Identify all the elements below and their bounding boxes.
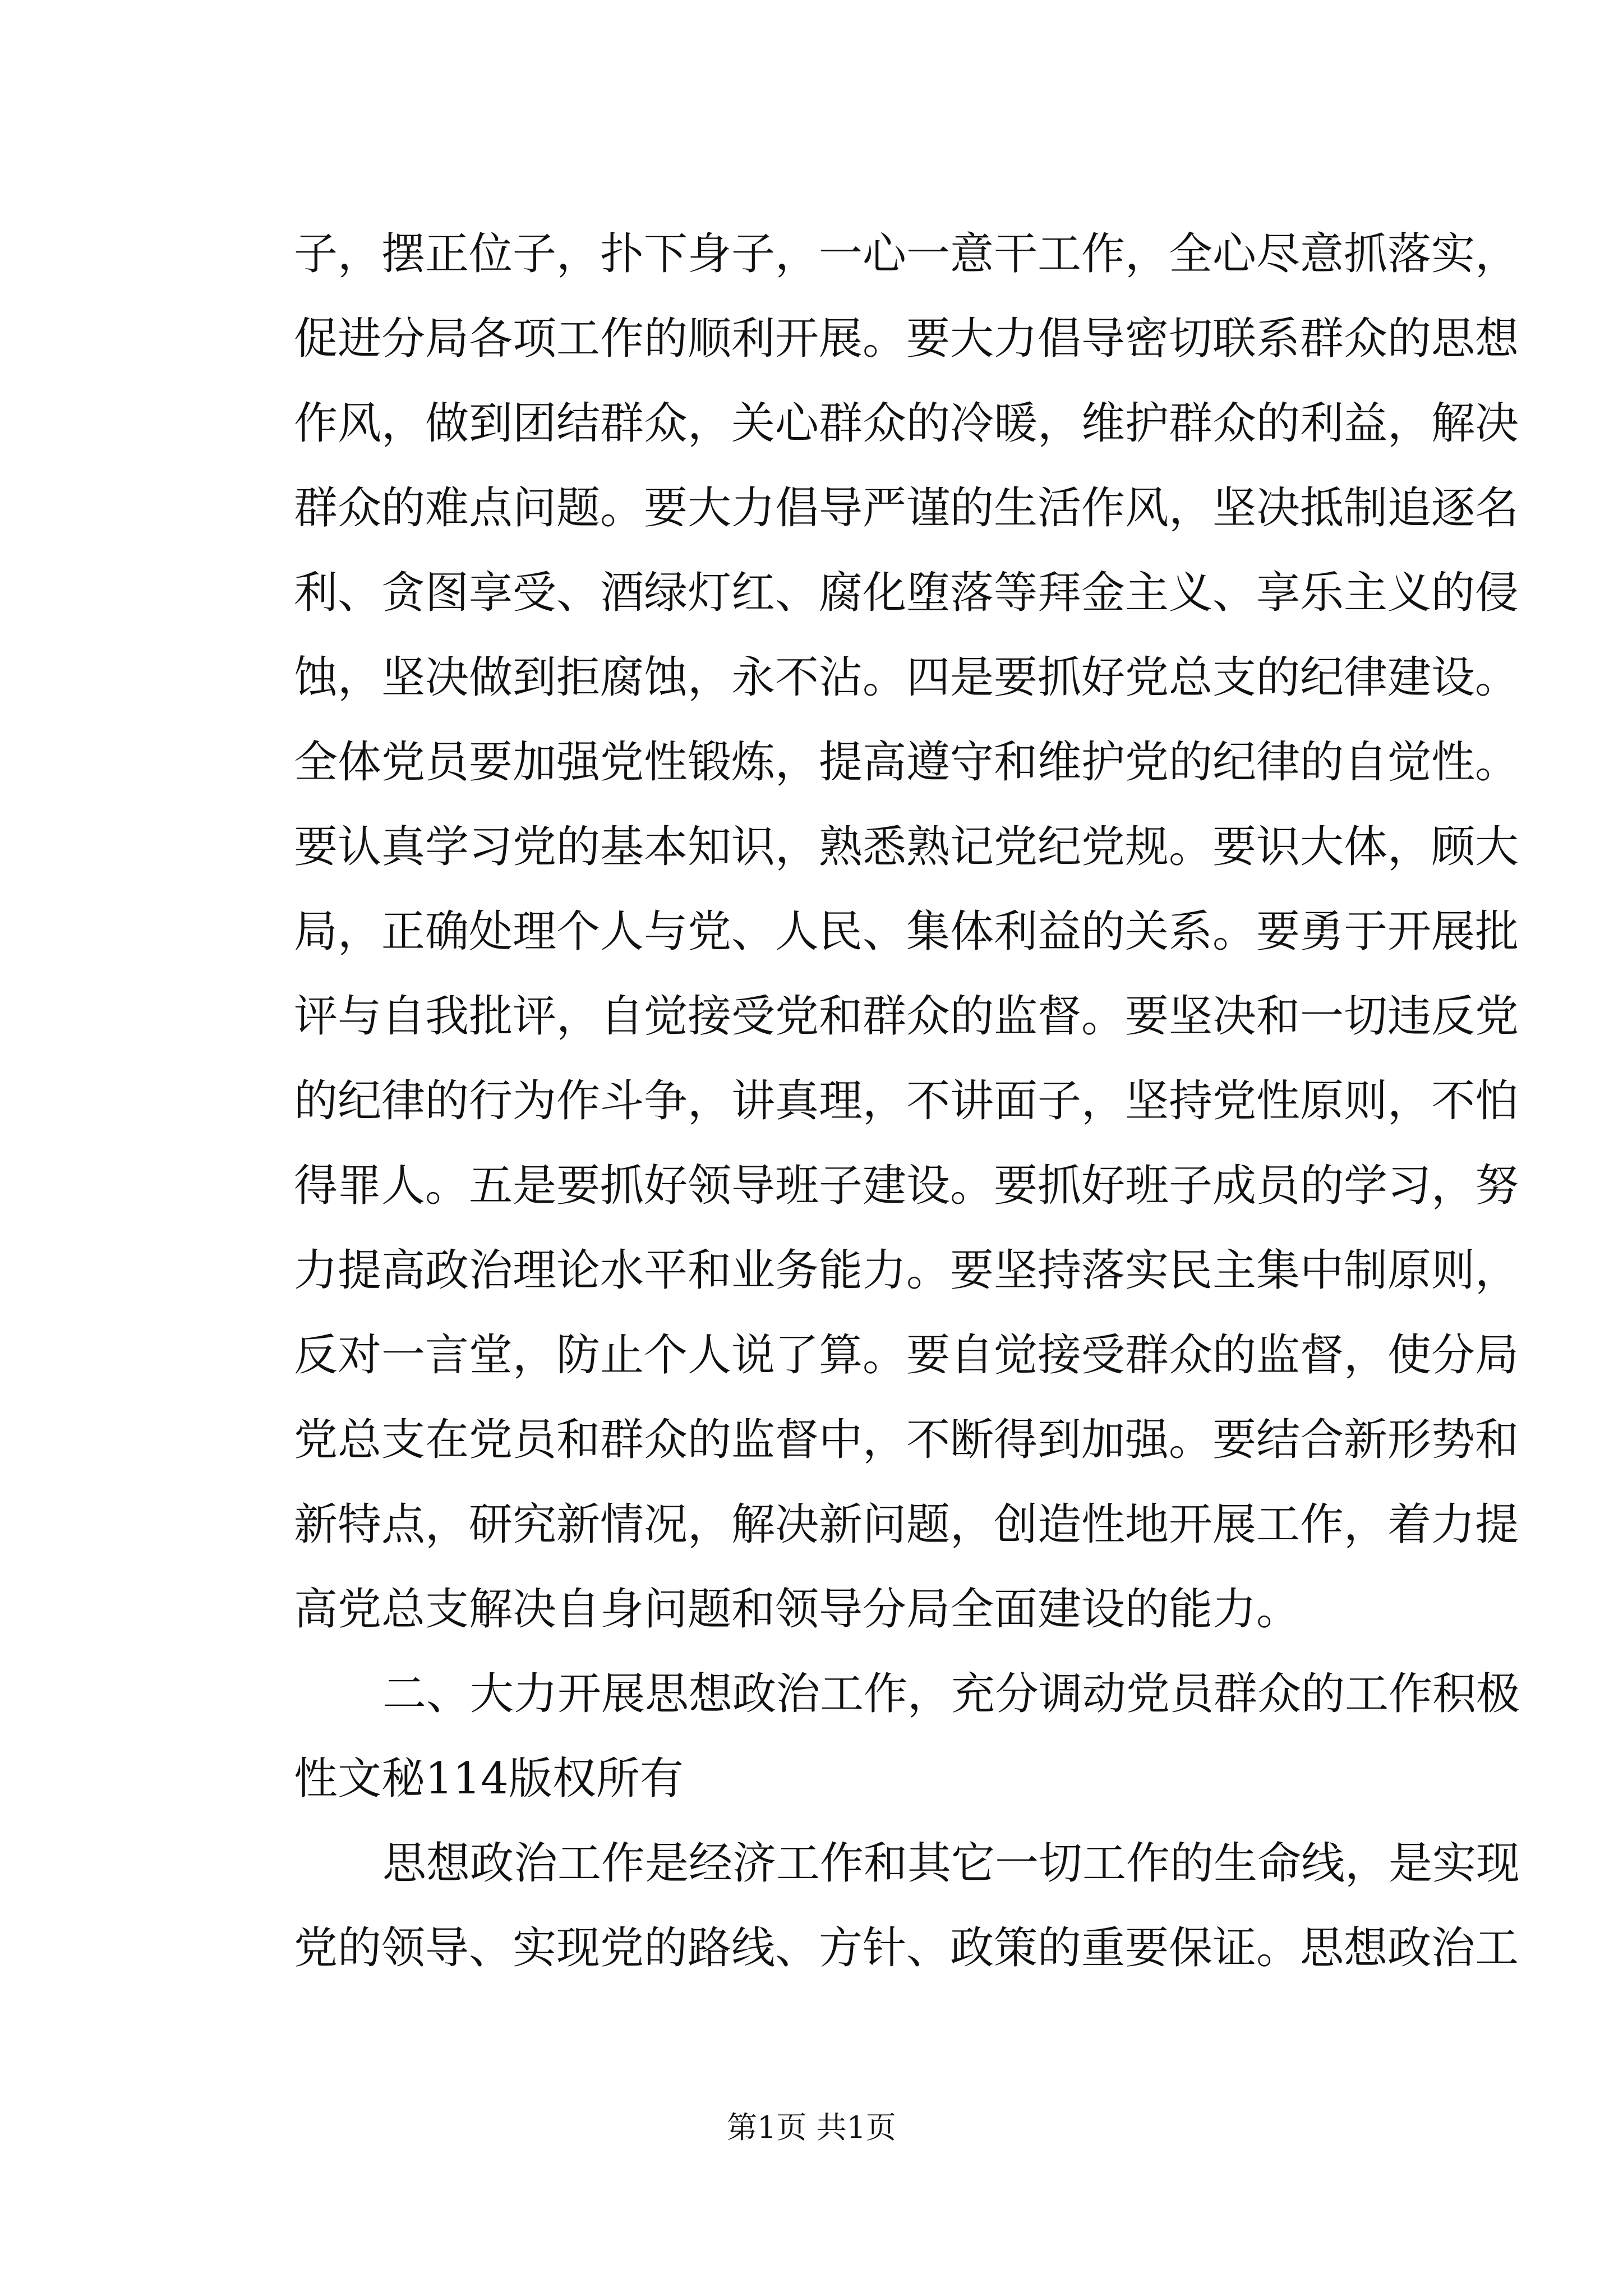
paragraph-line: 促进分局各项工作的顺利开展。要大力倡导密切联系群众的思想 (294, 314, 1519, 364)
section-heading-line: 二、大力开展思想政治工作，充分调动党员群众的工作积极 (382, 1669, 1520, 1719)
section-heading-line: 性文秘114版权所有 (294, 1754, 684, 1804)
paragraph-line: 的纪律的行为作斗争，讲真理，不讲面子，坚持党性原则，不怕 (294, 1076, 1519, 1126)
paragraph-line: 党总支在党员和群众的监督中，不断得到加强。要结合新形势和 (294, 1415, 1519, 1465)
page-footer: 第1页 共1页 (727, 2110, 896, 2145)
paragraph-line: 高党总支解决自身问题和领导分局全面建设的能力。 (294, 1584, 1301, 1635)
paragraph-line: 全体党员要加强党性锻炼，提高遵守和维护党的纪律的自觉性。 (294, 737, 1519, 788)
paragraph-line: 新特点，研究新情况，解决新问题，创造性地开展工作，着力提 (294, 1499, 1519, 1550)
paragraph-line: 蚀，坚决做到拒腐蚀，永不沾。四是要抓好党总支的纪律建设。 (294, 652, 1519, 703)
paragraph-line: 局，正确处理个人与党、人民、集体利益的关系。要勇于开展批 (294, 907, 1519, 957)
paragraph-line: 得罪人。五是要抓好领导班子建设。要抓好班子成员的学习，努 (294, 1161, 1519, 1211)
paragraph-line: 子，摆正位子，扑下身子，一心一意干工作，全心尽意抓落实， (294, 229, 1519, 279)
paragraph-line: 群众的难点问题。要大力倡导严谨的生活作风，坚决抵制追逐名 (294, 483, 1519, 533)
paragraph-line: 思想政治工作是经济工作和其它一切工作的生命线，是实现 (382, 1838, 1520, 1889)
paragraph-line: 利、贪图享受、酒绿灯红、腐化堕落等拜金主义、享乐主义的侵 (294, 568, 1519, 618)
paragraph-line: 要认真学习党的基本知识，熟悉熟记党纪党规。要识大体，顾大 (294, 822, 1519, 872)
paragraph-line: 作风，做到团结群众，关心群众的冷暖，维护群众的利益，解决 (294, 398, 1519, 449)
paragraph-line: 反对一言堂，防止个人说了算。要自觉接受群众的监督，使分局 (294, 1330, 1519, 1381)
paragraph-line: 评与自我批评，自觉接受党和群众的监督。要坚决和一切违反党 (294, 991, 1519, 1042)
paragraph-line: 党的领导、实现党的路线、方针、政策的重要保证。思想政治工 (294, 1923, 1519, 1973)
paragraph-line: 力提高政治理论水平和业务能力。要坚持落实民主集中制原则， (294, 1245, 1519, 1296)
